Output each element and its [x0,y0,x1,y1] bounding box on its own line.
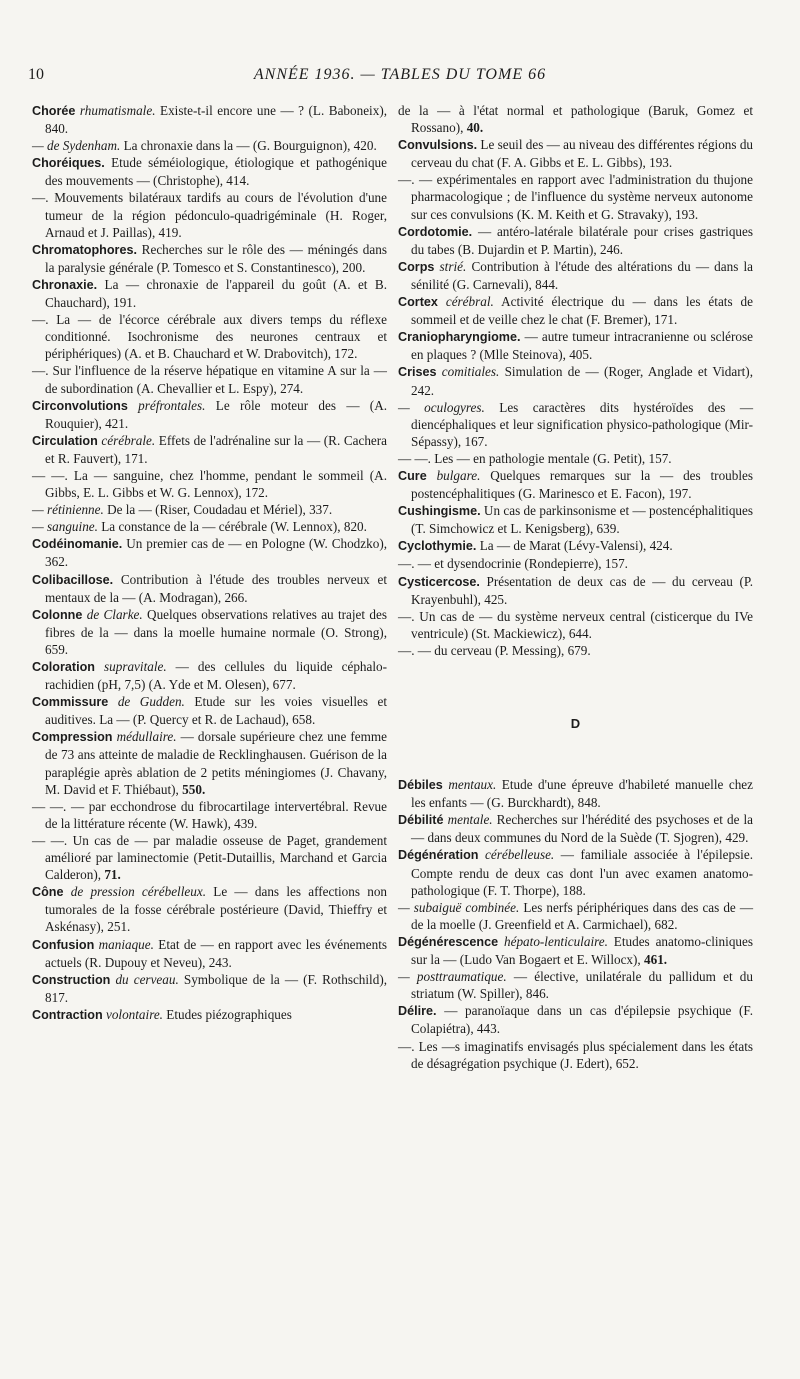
right-column-d-entries [398,776,753,1072]
entry-text: — des cellules du liquide céphalo-rachidien (pH, 7,5) (A. Yde et M. Olesen), 677. [45,659,388,693]
entry-text: Activité électrique du — dans les états de sommeil et de veille chez le chat (F. Bremer), 171. [411,294,753,328]
index-entry [398,293,753,328]
index-entry [32,137,387,154]
entry-headword: Contraction [32,1007,103,1022]
entry-subheading: — posttraumatique. [398,969,507,985]
entry-text: Un cas de parkinsonisme et — postencéphalitiques (T. Simchowicz et L. Kenigsberg), 639. [411,503,754,537]
entry-headword: Cortex [398,295,438,310]
entry-headword: Colibacillose. [32,572,114,587]
entry-text: — élective, unilatérale du pallidum et du striatum (W. Spiller), 846. [411,969,753,1002]
entry-text: Simulation de — (Roger, Anglade et Vidart), 242. [411,364,753,398]
entry-subheading: préfrontales. [138,397,206,413]
entry-subheading: volontaire. [105,1006,163,1022]
entry-subheading: comitiales. [441,364,500,380]
index-entry [398,258,753,293]
entry-text: Contribution à l'étude des altérations du — dans la sénilité (G. Carnevali), 844. [411,258,754,292]
entry-text: —. Sur l'influence de la réserve hépatique en vitamine A sur la — de subordination (A. Chevallier et L. Espy), 274. [32,363,387,396]
index-entry [398,899,753,933]
entry-text: Le — dans les affections non tumorales de la fosse cérébrale postérieure (David, Thieffry et Askénasy), 251. [45,884,388,935]
entry-headword: Cordotomie. [398,224,473,239]
index-entry [32,501,387,518]
entry-text: Etude séméiologique, étiologique et pathogénique des mouvements — (Christophe), 414. [45,155,388,189]
entry-text: De la — (Riser, Coudadau et Mériel), 337. [107,502,333,518]
entry-headword: Circulation [32,433,98,448]
entry-text: — —. — par ecchondrose du fibrocartilage intervertébral. Revue de la littérature récente (W. Hawk), 439. [32,798,387,831]
index-entry [398,846,753,898]
entry-subheading: — oculogyres. [398,399,485,415]
left-column [32,102,387,1024]
index-entry [398,537,753,555]
index-entry [398,933,753,968]
entry-headword: Confusion [32,937,95,952]
section-letter: D [570,716,581,731]
entry-subheading: bulgare. [436,467,481,483]
entry-page-reference: 71. [104,867,121,883]
entry-subheading: cérébral. [445,294,494,310]
index-entry [398,102,753,136]
index-entry [32,535,387,570]
entry-text: Etudes anatomo-cliniques sur la — (Ludo Van Bogaert et E. Willocx), [411,933,753,968]
entry-headword: Convulsions. [398,138,478,153]
index-entry [398,555,753,572]
index-entry [398,608,753,642]
entry-subheading: maniaque. [98,936,154,952]
entry-text: —. — du cerveau (P. Messing), 679. [398,642,591,658]
entry-headword: Commissure [32,695,109,710]
entry-text: Un premier cas de — en Pologne (W. Chodzko), 362. [45,536,388,570]
index-entry [398,399,753,450]
entry-subheading: cérébelleuse. [485,847,555,863]
entry-headword: Codéinomanie. [32,537,123,552]
index-entry [32,154,387,189]
entry-headword: Compression [32,730,113,745]
entry-subheading: cérébrale. [101,432,156,448]
entry-text: Contribution à l'étude des troubles nerveux et mentaux de la — (A. Modragan), 266. [45,571,387,605]
entry-subheading: hépato-lenticulaire. [504,933,608,949]
entry-subheading: supravitale. [104,659,167,674]
index-entry [32,397,387,432]
entry-headword: Choréiques. [32,156,105,171]
entry-text: — paranoïaque dans un cas d'épilepsie psychique (F. Colapiétra), 443. [411,1003,753,1037]
entry-headword: Cysticercose. [398,574,480,589]
index-entry [398,467,753,502]
index-entry [398,136,753,171]
index-entry [32,432,387,467]
entry-text: — dorsale supérieure chez une femme de 73 ans atteinte de maladie de Recklinghausen. Guérison de la paraplégie après ablation de 2 petits méningiomes (J. Chavany, M. David et F. Thiébaut), [45,729,388,797]
entry-text: — —. La — sanguine, chez l'homme, pendant le sommeil (A. Gibbs, E. L. Gibbs et W. G. Lennox), 172. [32,467,387,501]
index-entry [32,883,387,935]
entry-text: Recherches sur le rôle des — méningés dans la paralysie générale (P. Tomesco et S. Constantinesco), 200. [45,241,387,275]
entry-headword: Cyclothymie. [398,539,477,554]
entry-text: Présentation de deux cas de — du cerveau (P. Krayenbuhl), 425. [411,573,754,607]
entry-text: —. Un cas de — du système nerveux central (cisticerque du IVe ventricule) (St. Mackiewicz), 644. [398,608,753,641]
index-entry [32,362,387,396]
entry-text: — autre tumeur intracranienne ou sclérose en plaques ? (Mlle Steinova), 405. [411,329,753,363]
index-entry [398,171,753,222]
index-entry [32,467,387,501]
entry-headword: Colonne [32,607,83,622]
index-entry [398,573,753,608]
index-entry [32,728,387,797]
entry-headword: Cure [398,468,427,483]
index-entry [398,968,753,1002]
index-entry [32,189,387,240]
page-number: 10 [28,66,44,83]
entry-subheading: — subaiguë combinée. [398,899,520,915]
entry-text: Quelques remarques sur la — des troubles postencéphalitiques (G. Marinesco et E. Facon), 197. [411,467,754,502]
index-entry [32,102,387,137]
index-entry [32,658,387,693]
index-entry [32,311,387,362]
entry-headword: Cushingisme. [398,504,481,519]
index-entry [398,502,753,537]
entry-text: Etude d'une épreuve d'habileté manuelle chez les enfants — (G. Burckhardt), 848. [411,777,753,811]
index-entry [32,606,387,658]
entry-text: Le rôle moteur des — (A. Rouquier), 421. [45,397,388,431]
entry-headword: Débiles [398,778,443,793]
entry-headword: Chorée [32,104,76,118]
index-entry [32,518,387,535]
entry-text: —. — et dysendocrinie (Rondepierre), 157. [398,556,628,572]
entry-text: Effets de l'adrénaline sur la — (R. Cachera et R. Fauvert), 171. [45,432,388,466]
entry-text: Etudes piézographiques [166,1006,292,1022]
entry-headword: Dégénérescence [398,934,499,949]
entry-subheading: — de Sydenham. [32,138,121,154]
entry-text: de la — à l'état normal et pathologique (Baruk, Gomez et Rossano), [398,103,753,136]
running-title: ANNÉE 1936. — TABLES DU TOME 66 [253,66,547,83]
index-entry [398,328,753,363]
entry-page-reference: 550. [182,781,206,797]
index-entry [32,798,387,832]
entry-text: Existe-t-il encore une — ? (L. Baboneix), 840. [45,103,388,137]
entry-headword: Construction [32,972,111,987]
entry-headword: Cône [32,885,64,900]
entry-text: —. Les —s imaginatifs envisagés plus spécialement dans les états de désagrégation psychique (J. Edert), 652. [398,1038,753,1071]
entry-headword: Délire. [398,1004,437,1019]
entry-subheading: du cerveau. [115,971,179,987]
entry-text: — —. Les — en pathologie mentale (G. Petit), 157. [398,450,672,466]
index-entry [32,693,387,728]
index-entry [398,1002,753,1037]
index-entry [32,971,387,1006]
index-entry [398,363,753,398]
right-column [398,102,753,1072]
index-entry [398,1038,753,1072]
index-entry [398,642,753,659]
entry-headword: Chronaxie. [32,277,98,292]
page-header [28,62,772,88]
entry-text: Quelques observations relatives au trajet des fibres de la — dans la moelle humaine normale (O. Strong), 659. [45,606,387,657]
index-entry [32,936,387,971]
entry-text: Etat de — en rapport avec les événements actuels (R. Dupouy et Neveu), 243. [45,936,388,970]
entry-text: La constance de la — cérébrale (W. Lennox), 820. [101,519,367,535]
index-entry [398,450,753,467]
entry-subheading: mentaux. [448,777,497,793]
entry-text: —. — expérimentales en rapport avec l'administration du thujone pharmacologique ; de l'influence du système nerveux autonome sur ces convulsions (K. M. Keith et G. Stravaky), 193. [398,172,753,222]
entry-text: Recherches sur l'hérédité des psychoses et de la — dans deux communes du Nord de la Suède (T. Sjogren), 429. [411,812,754,846]
entry-text: —. La — de l'écorce cérébrale aux divers temps du réflexe conditionné. Isochronisme des neurones centraux et périphériques) (A. et B. Chauchard et W. Drabovitch), 172. [32,312,387,362]
index-entry [398,223,753,258]
entry-text: La chronaxie dans la — (G. Bourguignon), 420. [123,138,377,154]
entry-headword: Crises [398,365,437,380]
entry-text: Etude sur les voies visuelles et auditives. La — (P. Quercy et R. de Lachaud), 658. [45,694,388,728]
entry-text: La — de Marat (Lévy-Valensi), 424. [479,538,673,554]
entry-subheading: médullaire. [116,729,177,745]
index-entry [32,832,387,883]
right-column-c-entries [398,102,753,659]
entry-text: — antéro-latérale bilatérale pour crises gastriques du tabes (B. Dujardin et P. Martin), 246. [411,223,753,257]
entry-subheading: — sanguine. [32,519,98,535]
entry-headword: Chromatophores. [32,242,137,257]
entry-headword: Craniopharyngiome. [398,330,521,345]
index-entry [398,776,753,811]
entry-subheading: rhumatismale. [79,103,156,118]
entry-text: Le seuil des — au niveau des différentes régions du cerveau du chat (F. A. Gibbs et E. L. Gibbs), 193. [411,137,754,171]
entry-text: Les nerfs périphériques dans des cas de — de la moelle (J. Greenfield et A. Carmichael), 682. [411,899,754,932]
index-entry [398,811,753,846]
index-entry [32,241,387,276]
entry-page-reference: 461. [644,952,668,968]
entry-text: La — chronaxie de l'appareil du goût (A. et B. Chauchard), 191. [45,276,388,311]
entry-subheading: de pression cérébelleux. [70,884,206,900]
index-entry [32,276,387,311]
entry-subheading: de Gudden. [117,694,185,710]
entry-subheading: mentale. [447,812,493,828]
entry-text: — —. Un cas de — par maladie osseuse de Paget, grandement amélioré par laminectomie (Petit-Dutaillis, Marchand et Garcia Calderon), [32,832,387,883]
entry-text: —. Mouvements bilatéraux tardifs au cours de l'évolution d'une tumeur de la région pédonculo-quadrigéminale (H. Roger, Arnaud et J. Paillas), 419. [32,190,387,240]
entry-text: — familiale associée à l'épilepsie. Compte rendu de deux cas dont l'un avec examen anatomo-pathologique (F. T. Thorpe), 188. [411,847,753,898]
entry-headword: Corps [398,259,435,274]
entry-headword: Coloration [32,660,95,674]
index-entry [32,1006,387,1024]
entry-page-reference: 40. [466,120,484,136]
index-entry [32,571,387,606]
entry-text: Symbolique de la — (F. Rothschild), 817. [45,971,388,1005]
entry-headword: Dégénération [398,848,479,863]
entry-headword: Circonvolutions [32,398,128,413]
entry-headword: Débilité [398,813,444,828]
entry-text: Les caractères dits hystéroïdes des — diencéphaliques et leur signification physico-pathologique (Mir-Sépassy), 167. [411,399,754,449]
entry-subheading: strié. [439,258,467,274]
entry-subheading: — rétinienne. [32,502,104,518]
entry-subheading: de Clarke. [86,606,143,622]
